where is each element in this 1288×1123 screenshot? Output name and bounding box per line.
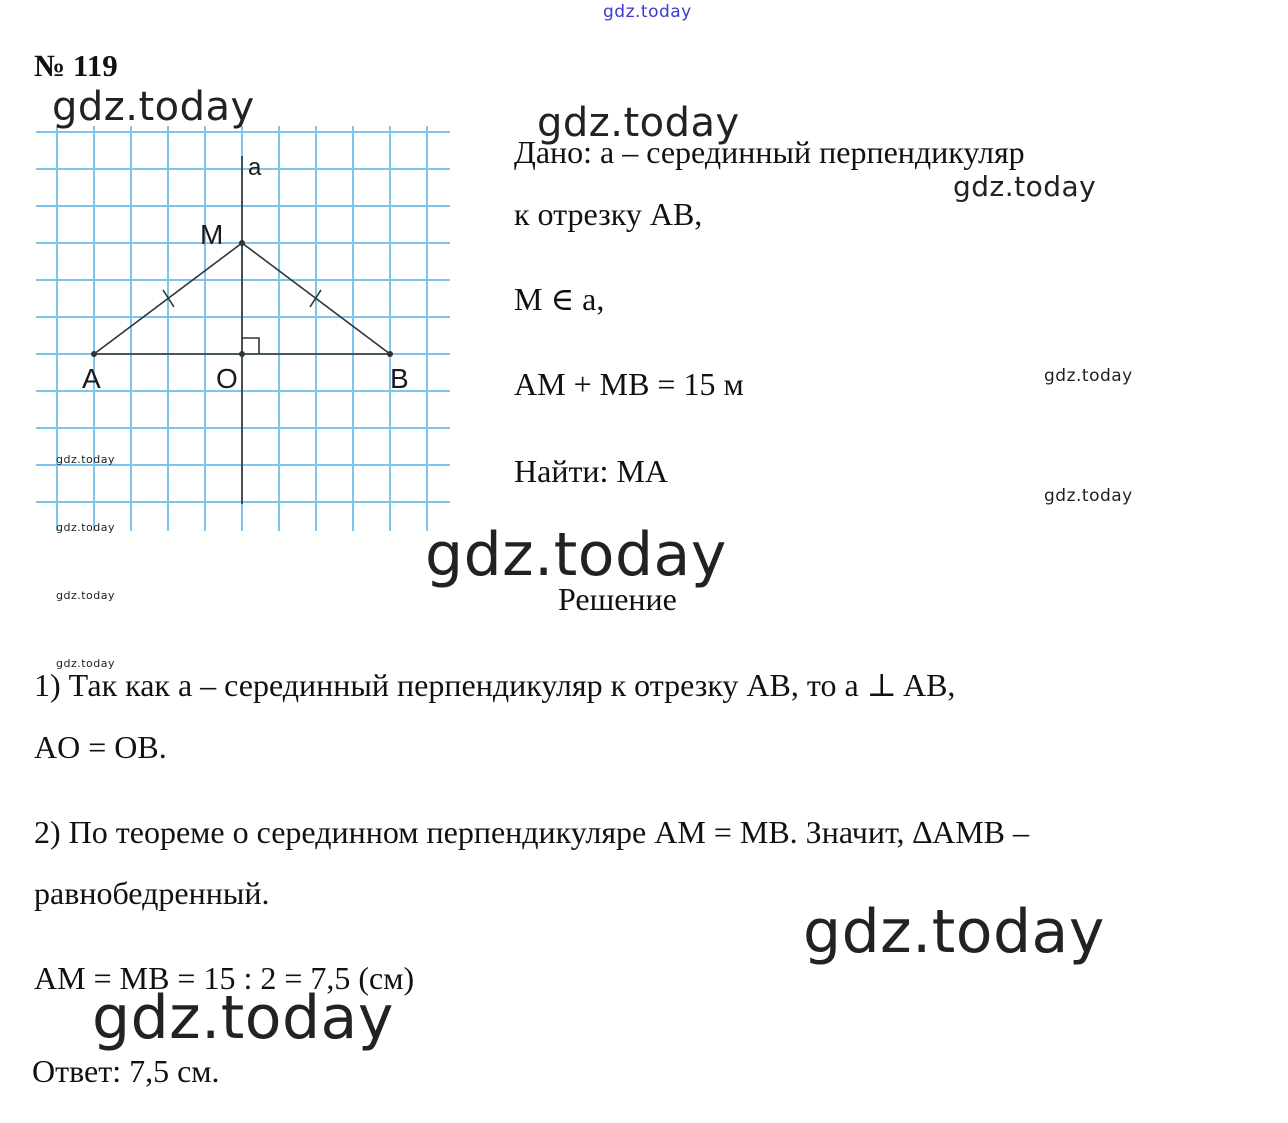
watermark: gdz.today [803,897,1105,967]
watermark: gdz.today [1044,486,1133,506]
given-line-4: AM + MB = 15 м [514,366,744,402]
label-o: O [216,363,238,394]
step2-line1: 2) По теореме о серединном перпендикуляре AM = MB. Значит, ∆AMB – [34,814,1030,850]
given-line-1: Дано: a – серединный перпендикуляр [514,134,1025,170]
right-angle-mark [242,338,259,354]
watermark: gdz.today [425,520,727,590]
given-line-2: к отрезку AB, [514,196,703,232]
step2-line2: равнобедренный. [34,875,270,911]
watermark: gdz.today [56,589,116,602]
point-b [387,351,393,357]
step1-line1: 1) Так как a – серединный перпендикуляр к отрезку AB, то a ⊥ AB, [34,667,956,703]
given-line-3: M ∈ a, [514,281,605,317]
watermark-top: gdz.today [603,2,692,22]
watermark: gdz.today [953,170,1097,203]
label-m: M [200,219,224,250]
point-a [91,351,97,357]
point-m [239,240,245,246]
label-b: B [390,363,409,394]
geometry-figure [36,126,456,536]
find-line: Найти: MA [514,453,668,489]
problem-number: № 119 [34,48,118,83]
watermark: gdz.today [92,983,394,1053]
label-a: a [248,154,262,181]
watermark: gdz.today [56,521,116,534]
watermark: gdz.today [1044,366,1133,386]
watermark: gdz.today [56,453,116,466]
answer-line: Ответ: 7,5 см. [32,1053,220,1089]
label-point-a: A [82,363,101,394]
point-o [239,351,245,357]
grid [36,126,450,531]
step1-line2: AO = OB. [34,729,167,765]
watermark: gdz.today [56,657,116,670]
solution-heading: Решение [558,581,677,617]
watermark: gdz.today [52,84,255,130]
watermark: gdz.today [537,100,740,146]
calc-line: AM = MB = 15 : 2 = 7,5 (см) [34,960,415,996]
